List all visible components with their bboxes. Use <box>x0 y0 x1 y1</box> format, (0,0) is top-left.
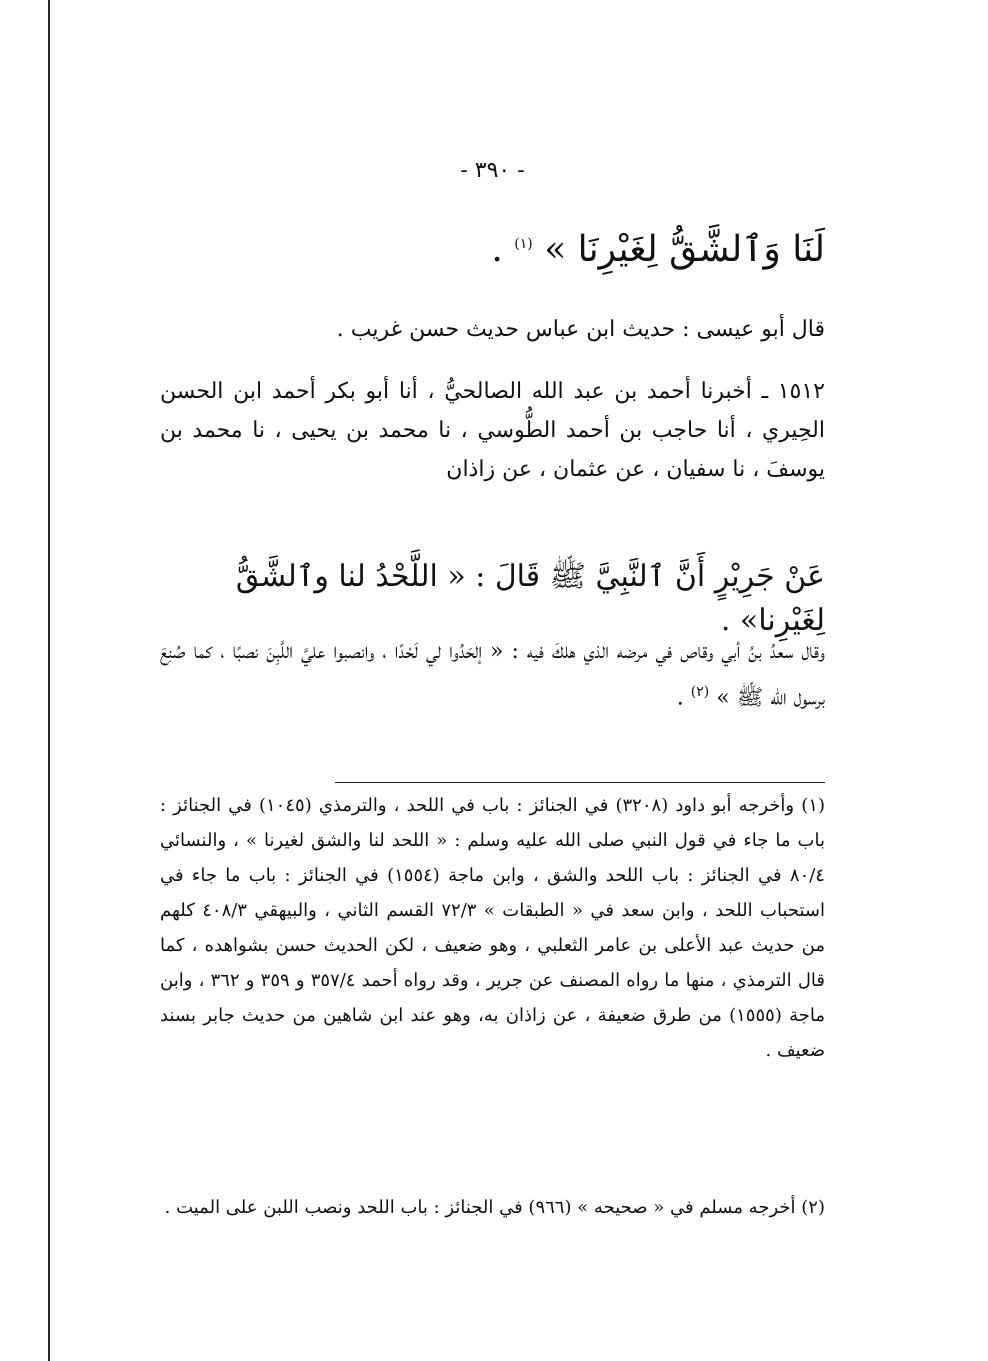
footnote-1-label: (١) <box>801 795 825 816</box>
footnote-ref-1: (١) <box>514 236 533 252</box>
page-edge-line <box>48 0 50 1361</box>
footnote-ref-2: (٢) <box>690 684 710 700</box>
footnote-1-text: وأخرجه أبو داود (٣٢٠٨) في الجنائز : باب في اللحد ، والترمذي (١٠٤٥) في الجنائز : باب ما جاء في قول النبي صلى الله عليه وسلم : « اللحد لنا والشق لغيرنا » ، والنسائي ٨٠/٤ في الجنائز : باب اللحد والشق ، وابن ماجة (١٥٥٤) في الجنائز : باب ما جاء في استحباب اللحد ، وابن سعد في « الطبقات » ٧٢/٣ القسم الثاني ، والبيهقي ٤٠٨/٣ كلهم من حديث عبد الأعلى بن عامر الثعلبي ، وهو ضعيف ، لكن الحديث حسن بشواهده ، كما قال الترمذي ، منها ما رواه المصنف عن جرير ، وقد رواه أحمد ٣٥٧/٤ و ٣٥٩ و ٣٦٢ ، وابن ماجة (١٥٥٥) من طرق ضعيفة ، عن زاذان به، وهو عند ابن شاهين من حديث جابر بسند ضعيف . <box>160 795 826 1061</box>
saad-text: وقال سعدُ بنُ أبي وقاص في مرضه الذي هلكَ فيه : « إلحَدُوا لي لَحْدًا ، وانصبوا عليَّ اللَّبِنَ نصبًا ، كما صُنِعَ برسول الله ﷺ » <box>160 639 825 711</box>
hadith-opening-line <box>160 222 825 272</box>
book-page <box>160 0 825 1361</box>
paragraph-isnad-1512: ١٥١٢ ـ أخبرنا أحمد بن عبد الله الصالحيُّ ، أنا أبو بكر أحمد ابن الحسن الحِيري ، أنا حاجب بن أحمد الطُّوسي ، نا محمد بن يحيى ، نا محمد بن يوسفَ ، نا سفيان ، عن عثمان ، عن زاذان <box>160 379 825 482</box>
footnote-1 <box>160 788 825 1068</box>
footnote-2 <box>160 1190 825 1225</box>
paragraph-abu-isa: قال أبو عيسى : حديث ابن عباس حديث حسن غريب . <box>336 317 825 342</box>
paragraph-saad <box>160 632 825 718</box>
page-number: - ٣٩٠ - <box>460 158 525 183</box>
opening-end: . <box>491 229 503 270</box>
footnote-2-label: (٢) <box>801 1197 825 1218</box>
footnote-2-text: أخرجه مسلم في « صحيحه » (٩٦٦) في الجنائز : باب اللحد ونصب اللبن على الميت . <box>164 1197 796 1218</box>
hadith-quote: عَنْ جَرِيْرٍ أَنَّ ٱلنَّبِيَّ ﷺ قَالَ : « اللَّحْدُ لنا وٱلشَّقُّ لِغَيْرِنا» . <box>235 559 825 638</box>
opening-text: لَنَا وَٱلشَّقُّ لِغَيْرِنَا » <box>544 229 825 270</box>
footnote-separator <box>335 782 825 783</box>
saad-end: . <box>676 685 684 711</box>
